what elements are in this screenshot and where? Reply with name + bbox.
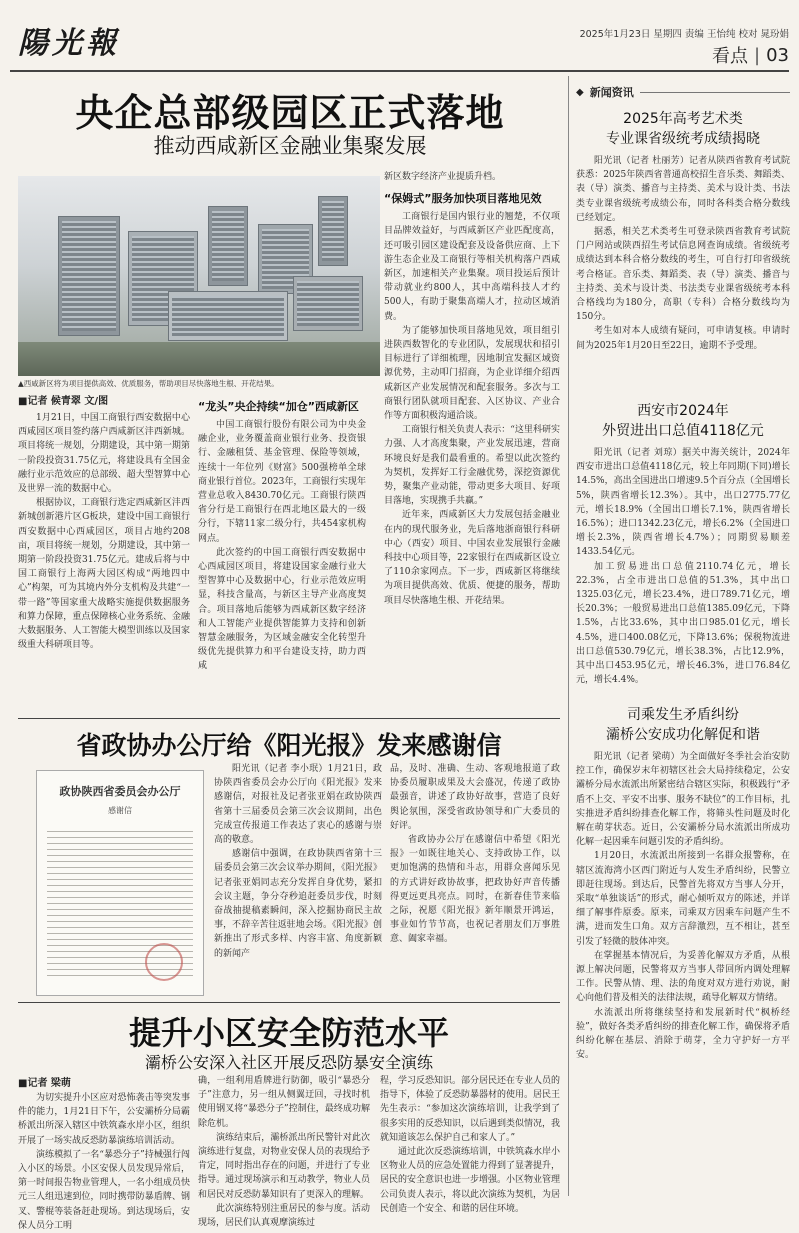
section-name: 看点 [712, 46, 749, 67]
page-number: 03 [766, 44, 789, 66]
main-byline: ■记者 候青翠 文/图 [18, 396, 109, 407]
masthead [0, 0, 799, 72]
paragraph: 阳光讯（记者 李小珉）1月21日，政协陕西省委员会办公厅向《阳光报》发来感谢信，对报社及记者张亚娟在政协陕西省第十三届委员会第三次会议期间，出色完成宣传报道工作表达了衷心的感谢与崇高的敬意。 [214, 764, 382, 846]
paragraph: 新区数字经济产业提质升档。 [384, 172, 502, 182]
paragraph: 感谢信中强调，在政协陕西省第十三届委员会第三次会议举办期间，《阳光报》记者张亚娟同志充分发挥自身优势，紧扣会议主题，争分夺秒追赶委员步伐，时刻奋战抽提稿素瞬间，深入挖掘协商民主故事，不辞辛苦往返驻地会场。《阳光报》创新推出了形式多样、内容丰富、角度新颖的新闻产 [214, 849, 382, 959]
sidebar-headline-3b: 灞桥公安成功化解促和谐 [606, 727, 760, 743]
logo: 陽光報 [18, 26, 120, 61]
date-line: 2025年1月23日 星期四 责编 王怡纯 校对 晁玢娟 [579, 29, 789, 40]
paragraph: 据悉，相关艺术类考生可登录陕西省教育考试院门户网站或陕西招生考试信息网查询成绩。省级统考成绩达到本科合格分数线的考生，可自行打印省级统考合格证。音乐类、舞蹈类、表（导）演类、播音与主持类、美术与设计类、书法类专业课省级统考本科合格线均为180分，高职（专科）合格分数线均为150分。 [576, 227, 790, 323]
sidebar-headline-3a: 司乘发生矛盾纠纷 [627, 707, 739, 723]
divider [18, 1002, 560, 1003]
photo-caption: ▲西咸新区将为项目提供高效、优质服务，帮助项目尽快落地生根、开花结果。 [18, 379, 279, 388]
subheading-loong: “龙头”央企持续“加仓”西咸新区 [198, 400, 359, 413]
letter-col-2 [390, 762, 560, 1000]
sidebar-headline-1b: 专业课省级统考成绩揭晓 [606, 131, 760, 147]
safety-byline: ■记者 梁萌 [18, 1078, 71, 1089]
seal [145, 943, 183, 981]
paragraph: 为切实提升小区应对恐怖袭击等突发事件的能力，1月21日下午，公安灞桥分局霸桥派出所深入辖区中铁筑森水岸小区，组织开展了一场实战反恐防暴演练培训活动。 [18, 1093, 190, 1146]
sidebar-headline-1a: 2025年高考艺术类 [623, 111, 743, 127]
section-divider: | [754, 44, 761, 66]
letter-col-1 [214, 762, 382, 1000]
paragraph: 通过此次反恐演练培训，中铁筑森水岸小区物业人员的应急处置能力得到了显著提升，居民的安全意识也进一步增强。小区物业管理公司负责人表示，将以此次演练为契机，为居民创造一个安全、和谐的居住环境。 [380, 1147, 561, 1214]
main-headline: 央企总部级园区正式落地 [75, 91, 505, 135]
letter-subtitle: 感谢信 [108, 806, 132, 815]
paragraph: 省政协办公厅在感谢信中希望《阳光报》一如既往地关心、支持政协工作，以更加饱满的热情和斗志，用群众喜闻乐见的方式讲好政协故事，把政协好声音传播得更远更具亮点。同时，在新春佳节来临之际，祝愿《阳光报》新年顺景开鸿运，事业如竹节节高，也祝记者朋友们万事胜意、阖家幸福。 [390, 835, 560, 945]
main-subhead: 推动西咸新区金融业集聚发展 [153, 134, 427, 158]
paragraph: 阳光讯（记者 杜丽芳）记者从陕西省教育考试院获悉：2025年陕西省普通高校招生音乐类、舞蹈类、表（导）演类、播音与主持类、美术与设计类、书法类专业课省级统考成绩公布，同时各科类合格分数线已经划定。 [576, 156, 790, 223]
divider [568, 76, 569, 1196]
sidebar-headline-2a: 西安市2024年 [637, 403, 729, 419]
safety-subhead: 灞桥公安深入社区开展反恐防暴安全演练 [144, 1053, 433, 1072]
letter-headline: 省政协办公厅给《阳光报》发来感谢信 [76, 731, 502, 760]
paragraph: 中国工商银行股份有限公司为中央金融企业，业务覆盖商业银行业务、投资银行、金融租赁、基金管理、保险等领域，连续十一年位列《财富》500强榜单全球商业银行首位。2023年，工商银行实现年营业总收入8430.70亿元。工商银行陕西省分行是工商银行在西北地区最大的一级分行，下辖11家二级分行，共454家机构网点。 [198, 420, 366, 544]
label-rule [640, 92, 790, 93]
paragraph: 阳光讯（记者 刘琼）据关中海关统计，2024年西安市进出口总值4118亿元，较上年同期(下同)增长14.5%，高出全国进出口增速9.5个百分点（全国增长5%，陕西省增长12.3%）。其中，出口2775.77亿元，增长18.9%（全国出口增长7.1%，陕西省增长16.5%）；进口1342.23亿元，增长6.2%（全国进口增长2.3%，陕西省增长4.7%）；同期贸易顺差1433.54亿元。 [576, 448, 790, 558]
paragraph: 近年来，西咸新区大力发展包括金融业在内的现代服务业，先后落地浙商银行科研中心（西安）项目、中国农业发展银行金融科技中心项目等，22家银行在西咸新区设立了110余家网点。下一步，西咸新区将继续为项目提供高效、优质、便捷的服务，帮助项目尽快落地生根、开花结果。 [384, 510, 560, 606]
safety-headline: 提升小区安全防范水平 [128, 1014, 449, 1052]
park-photo [18, 176, 380, 376]
paragraph: 程，学习反恐知识。部分居民还在专业人员的指导下，体验了反恐防暴器材的使用。居民王先生表示：“参加这次演练培训，让我学到了很多实用的反恐知识，以后遇到类似情况，我就知道该怎么保护自己和家人了。” [380, 1076, 561, 1143]
paragraph: 工商银行是国内银行业的翘楚，不仅项目品牌效益好，与西咸新区产业匹配度高，还可吸引园区建设配套及设备供应商、上下游生态企业及工商银行等相关机构落户西咸新区，加速相关产业集聚。项目投运后预计带动就业约800人，其中高端科技人才约500人，有助于聚集高端人才，拉动区域消费。 [384, 212, 560, 322]
divider [18, 718, 560, 719]
paragraph: 演练结束后，灞桥派出所民警针对此次演练进行复盘，对物业安保人员的表现给予肯定，同时指出存在的问题，并进行了专业指导。通过现场演示和互动教学，物业人员和居民对反恐防暴知识有了更深入的理解。 [198, 1132, 370, 1200]
paragraph: 此次演练特别注重居民的参与度。活动现场，居民们认真观摩演练过 [198, 1203, 370, 1229]
paragraph: 考生如对本人成绩有疑问，可申请复核。申请时间为2025年1月20日至22日，逾期不予受理。 [576, 326, 790, 351]
paragraph: 在掌握基本情况后，为妥善化解双方矛盾，从根源上解决问题，民警将双方当事人带回所内调处理解工作。民警从情、理、法的角度对双方进行劝说，耐心向他们普及相关的法律法规，疏导化解双方情绪。 [576, 950, 790, 1004]
paragraph: 加工贸易进出口总值2110.74亿元，增长22.3%，占全市进出口总值的51.3%，其中出口1325.03亿元，增长23.4%，进口789.71亿元，增长20.3%；一般贸易进出口总值1385.09亿元，下降1.5%，占比33.6%，其中出口985.01亿元，增长4.5%，进口400.08亿元，下降13.6%；保税物流进出口总值530.79亿元，增长38.3%，占比12.9%，其中出口453.95亿元，增长46.3%，进口76.84亿元，增长4.4%。 [576, 561, 790, 686]
main-col-3 [384, 170, 560, 716]
safety-col-1 [18, 1074, 190, 1231]
sidebar-label: 新闻资讯 [589, 86, 634, 99]
safety-col-3 [380, 1074, 561, 1214]
sidebar-headline-2b: 外贸进出口总值4118亿元 [602, 423, 764, 439]
subheading-nanny: “保姆式”服务加快项目落地见效 [384, 192, 542, 206]
paragraph: 水流派出所将继续坚持和发展新时代“枫桥经验”，做好各类矛盾纠纷的排查化解工作，确保将矛盾纠纷化解在基层、消除于萌芽，全力守护好一方平安。 [576, 1007, 790, 1061]
letter-title: 政协陕西省委员会办公厅 [59, 785, 181, 798]
main-col-1 [18, 392, 190, 714]
sidebar-story-2 [576, 446, 790, 692]
masthead-rule [10, 70, 789, 72]
diamond-icon: ◆ [576, 86, 584, 98]
paragraph: 演练模拟了一名“暴恐分子”持械强行闯入小区的场景。小区安保人员发现异常后，第一时间报告物业管理人，一名小组成员快元三人组迅速到位，同时携带防暴盾牌、钢叉、警棍等装备赶赴现场。到达现场后，安保人员分工明 [18, 1149, 190, 1231]
paragraph: 1月20日，水流派出所接到一名群众报警称，在辖区流海湾小区西门附近与人发生矛盾纠纷，民警立即赶往现场。到达后，民警首先将双方当事人分开，采取“单独谈话”的形式，耐心倾听双方的陈述，并详细了解事件原委。原来，司乘双方因乘车问题产生不满，进而发生口角。双方言辞激烈，互不相让，甚至引发了轻微的肢体冲突。 [576, 851, 790, 947]
paragraph: 为了能够加快项目落地见效，项目组引进陕西数智化的专业团队，发展现状和招引目标进行了详细梳理，因地制宜发掘区域资源优势，主动叩门招商，为企业详细介绍西咸新区产业发展情况和配套服务。多次与工商银行团队就项目配套、入区协议、产业合作等方面积极沟通洽谈。 [384, 325, 560, 422]
paragraph: 阳光讯（记者 梁萌）为全面做好冬季社会治安防控工作，确保岁末年初辖区社会大局持续稳定，公安灞桥分局水流派出所紧密结合辖区实际，积极践行“矛盾不上交、平安不出事、服务不缺位”的工作目标，扎实推进矛盾纠纷排查化解工作，将筛头性问题及时化解在萌芽状态。近日，公安灞桥分局水流派出所成功化解一起因乘车问题引发的矛盾纠纷。 [576, 752, 790, 848]
paragraph: 确，一组利用盾牌进行防御，吸引“暴恐分子”注意力，另一组从侧翼迂回，寻找时机使用钢叉将“暴恐分子”控制住，最终成功解除危机。 [198, 1076, 370, 1129]
paragraph: 工商银行相关负责人表示：“这里科研实力强、人才高度集聚，产业发展迅速，营商环境良好是我们最看重的。希望以此次签约为契机，发挥好工行金融优势，深挖资源优势，聚集产业动能，带动更多大项目、好项目落地，实现携手共赢。” [384, 425, 560, 507]
sidebar-story-1 [576, 154, 790, 386]
paragraph: 此次签约的中国工商银行西安数据中心西咸园区项目，将建设国家金融行业大型智算中心及数据中心，行业示范效应明显，科技含量高，与新区主导产业高度契合。项目落地后能够为西咸新区数字经济和人工智能产业提供智能算力支持和创新智慧金融服务，为区域金融安全化转型升级优先提供算力和平台建设支持，助力西咸 [198, 547, 366, 672]
sidebar-label-row [576, 84, 790, 100]
safety-col-2 [198, 1074, 370, 1229]
paragraph: 品，及时、准确、生动、客观地报道了政协委员履职成果及大会盛况，传递了政协最强音，讲述了政协好故事，营造了良好舆论氛围，深受省政协领导和广大委员的好评。 [390, 764, 560, 831]
paragraph: 根据协议，工商银行选定西咸新区沣西新城创新港片区G板块，建设中国工商银行西安数据中心西咸园区，项目占地约208亩，项目将统一规划，分期建设，其中第一期第一阶段投资31.75亿元。建成后将与中国工商银行上海两大园区构成“两地四中心”构架，可为其境内外分支机构及共建“一带一路”等国家重大战略实施提供数据服务和算力保障，重点保障核心业务系统、金融大数据服务、人工智能大模型训练以及国家级重大科研项目等。 [18, 498, 190, 651]
paragraph: 1月21日，中国工商银行西安数据中心西咸园区项目签约落户西咸新区沣西新城。项目将统一规划，分期建设，其中第一期第一阶段投资31.75亿元，将建设具有全国金融行业示范效应的总部级、超大型智算中心及世界一流的数据中心。 [18, 413, 190, 495]
sidebar-story-3 [576, 750, 790, 1190]
letter-image [36, 770, 204, 996]
main-col-2 [198, 392, 366, 714]
sidebar [576, 84, 790, 1200]
